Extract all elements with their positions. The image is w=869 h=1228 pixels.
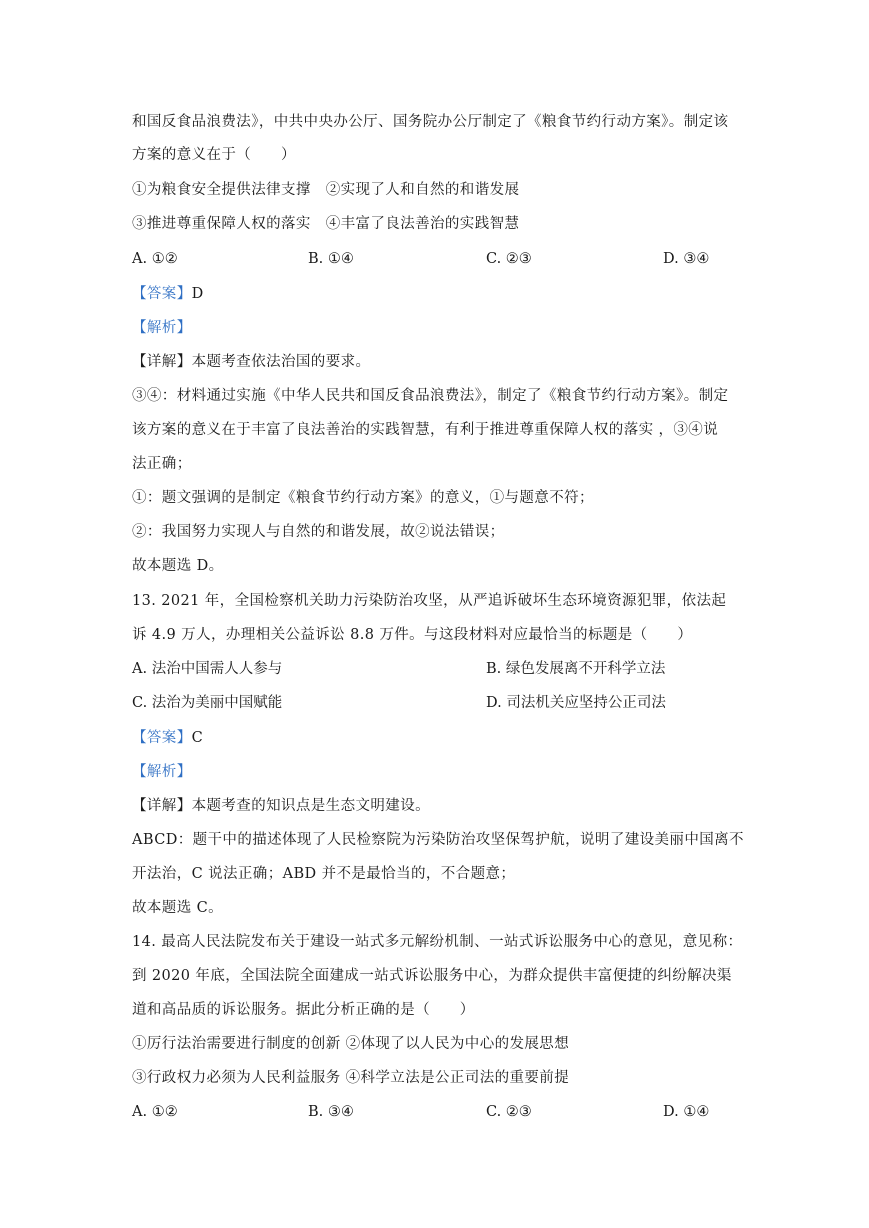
q13-option-d: D. 司法机关应坚持公正司法 [486, 695, 666, 711]
q14-option-b: B. ③④ [308, 1104, 354, 1120]
answer-tag: 【答案】 [132, 730, 192, 746]
q14-items-line1: ①厉行法治需要进行制度的创新 ②体现了以人民为中心的发展思想 [132, 1036, 570, 1052]
q12-analysis [132, 318, 742, 338]
detail-tag: 【详解】 [132, 798, 192, 814]
q14-stem-line2: 到 2020 年底，全国法院全面建成一站式诉讼服务中心，为群众提供丰富便捷的纠纷解决渠 [132, 968, 732, 984]
q12-detail [132, 352, 742, 372]
detail-text: 本题考查的知识点是生态文明建设。 [191, 798, 431, 814]
q12-conclusion: 故本题选 D。 [132, 558, 224, 574]
q14-stem-line1: 14. 最高人民法院发布关于建设一站式多元解纷机制、一站式诉讼服务中心的意见，意见称： [132, 934, 743, 950]
detail-text: 本题考查依法治国的要求。 [191, 354, 371, 370]
q13-explanation-line1: ABCD：题干中的描述体现了人民检察院为污染防治攻坚保驾护航，说明了建设美丽中国离不 [132, 832, 744, 848]
q14-option-a: A. ①② [132, 1104, 178, 1120]
q12-explanation-line5: ②：我国努力实现人与自然的和谐发展，故②说法错误； [132, 524, 505, 540]
q13-option-b: B. 绿色发展离不开科学立法 [486, 661, 666, 677]
q13-detail [132, 796, 742, 816]
q13-analysis [132, 762, 742, 782]
q14-option-c: C. ②③ [486, 1104, 532, 1120]
analysis-tag: 【解析】 [132, 764, 192, 780]
q14-stem-line3: 道和高品质的诉讼服务。据此分析正确的是（ ） [132, 1002, 475, 1018]
q12-answer [132, 284, 742, 304]
q12-explanation-line2: 该方案的意义在于丰富了良法善治的实践智慧，有利于推进尊重保障人权的落实 ，③④说 [132, 422, 719, 438]
q14-items-line2: ③行政权力必须为人民利益服务 ④科学立法是公正司法的重要前提 [132, 1070, 570, 1086]
q12-option-b: B. ①④ [308, 251, 354, 267]
q13-option-a: A. 法治中国需人人参与 [132, 661, 283, 677]
q12-option-a: A. ①② [132, 251, 178, 267]
q12-explanation-line4: ①：题文强调的是制定《粮食节约行动方案》的意义，①与题意不符； [132, 490, 594, 506]
q13-stem-line2: 诉 4.9 万人，办理相关公益诉讼 8.8 万件。与这段材料对应最恰当的标题是（ ） [132, 627, 693, 643]
q12-option-c: C. ②③ [486, 251, 532, 267]
q12-explanation-line3: 法正确； [132, 456, 192, 472]
q13-answer [132, 728, 742, 748]
q12-items-line2: ③推进尊重保障人权的落实 ④丰富了良法善治的实践智慧 [132, 216, 520, 232]
q13-explanation-line2: 开法治，C 说法正确；ABD 并不是最恰当的，不合题意； [132, 866, 516, 882]
answer-tag: 【答案】 [132, 286, 192, 302]
detail-tag: 【详解】 [132, 354, 192, 370]
q13-conclusion: 故本题选 C。 [132, 900, 224, 916]
analysis-tag: 【解析】 [132, 320, 192, 336]
q12-stem-line2: 方案的意义在于（ ） [132, 147, 296, 163]
q12-items-line1: ①为粮食安全提供法律支撑 ②实现了人和自然的和谐发展 [132, 182, 520, 198]
answer-value: D [191, 286, 204, 302]
q13-stem-line1: 13. 2021 年，全国检察机关助力污染防治攻坚，从严追诉破坏生态环境资源犯罪，依法起 [132, 593, 727, 609]
q12-stem-line1: 和国反食品浪费法》，中共中央办公厅、国务院办公厅制定了《粮食节约行动方案》。制定该 [132, 114, 729, 130]
q12-option-d: D. ③④ [663, 251, 710, 267]
q13-option-c: C. 法治为美丽中国赋能 [132, 695, 283, 711]
q12-explanation-line1: ③④：材料通过实施《中华人民共和国反食品浪费法》，制定了《粮食节约行动方案》。制定 [132, 388, 729, 404]
answer-value: C [191, 730, 204, 746]
q14-option-d: D. ①④ [663, 1104, 710, 1120]
